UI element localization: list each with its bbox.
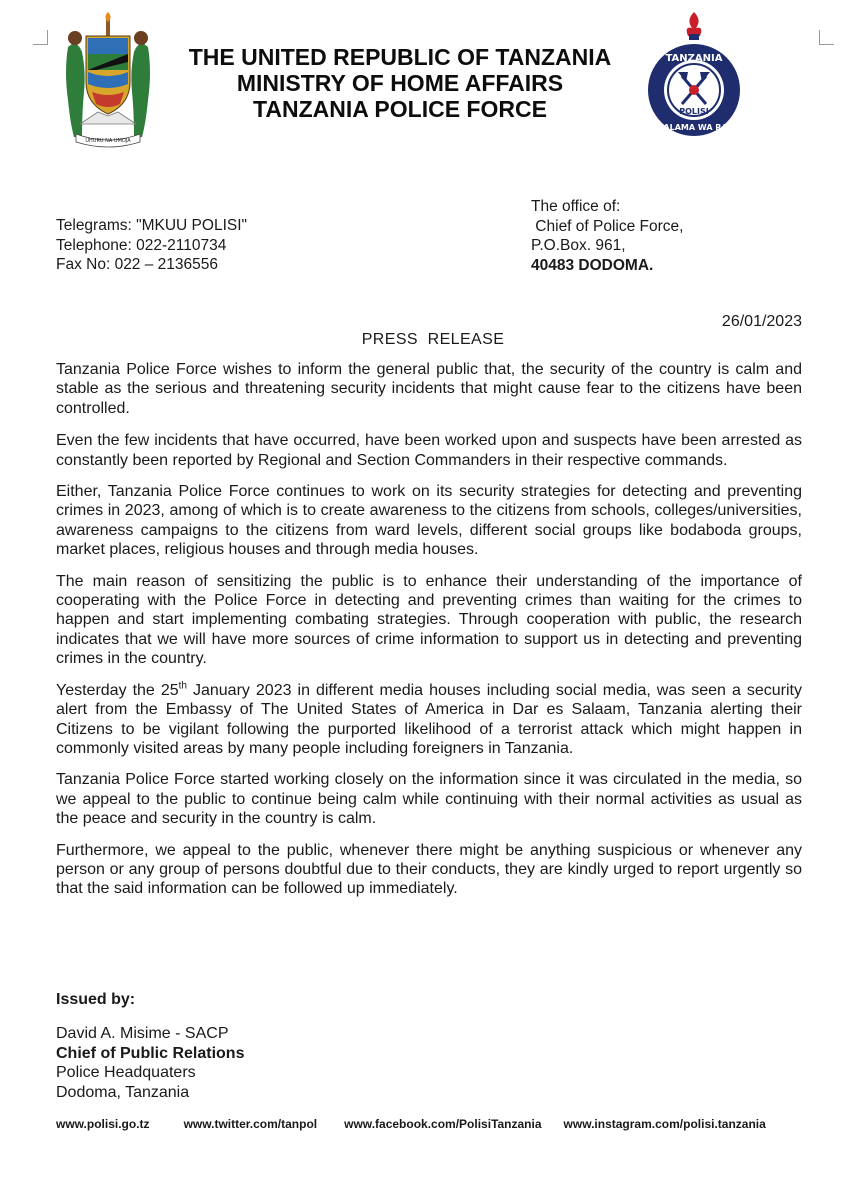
signatory-name: David A. Misime - SACP: [56, 1025, 229, 1042]
badge-mid-text: POLISI: [679, 107, 709, 116]
badge-top-text: TANZANIA: [665, 53, 723, 64]
paragraph-5-start: Yesterday the 25: [56, 681, 179, 699]
telephone-line: Telephone: 022-2110734: [56, 236, 227, 254]
paragraph-1: Tanzania Police Force wishes to inform the general public that, the security of the country is calm and stable as the serious and threatening security incidents that might cause fear to the citizens have been controlled.: [56, 361, 802, 417]
facebook-link[interactable]: www.facebook.com/PolisiTanzania: [344, 1117, 542, 1131]
coat-motto-text: UHURU NA UMOJA: [85, 138, 131, 144]
website-link[interactable]: www.polisi.go.tz: [56, 1117, 150, 1131]
paragraph-4: The main reason of sensitizing the public is to enhance their understanding of the importance of cooperating with the Police Force in detecting and preventing crimes than waiting for the crimes to happen and start implementing combating strategies. Through cooperation with public, the research indicates that we will have more sources of crime information to support us in detecting and preventing crimes in the country.: [56, 572, 802, 668]
paragraph-3: Either, Tanzania Police Force continues to work on its security strategies for detecting and preventing crimes in 2023, among of which is to create awareness to the citizens from schools, colleges/universities, awareness campaigns to the citizens from ward levels, different social groups like bodaboda groups, market places, religious houses and through media houses.: [56, 483, 802, 559]
ministry-title: MINISTRY OF HOME AFFAIRS: [236, 70, 564, 96]
police-badge-emblem: [642, 10, 746, 140]
office-line-4: 40483 DODOMA.: [531, 256, 654, 274]
signatory-title: Chief of Public Relations: [56, 1044, 245, 1062]
paragraph-5: [56, 681, 802, 759]
paragraph-6: Tanzania Police Force started working closely on the information since it was circulated in the media, so we appeal to the public to continue being calm while continuing with their normal activities as usual as the peace and security in the country is calm.: [56, 771, 802, 828]
badge-bottom-text: USALAMA WA RAIA: [651, 123, 737, 132]
release-date: 26/01/2023: [721, 313, 802, 330]
contact-details: [56, 216, 247, 275]
twitter-link[interactable]: www.twitter.com/tanpol: [183, 1117, 318, 1131]
telegrams-line: Telegrams: "MKUU POLISI": [56, 217, 248, 234]
office-line-3: P.O.Box. 961,: [531, 237, 626, 254]
paragraph-5-ordinal: th: [178, 680, 187, 692]
office-line-1: The office of:: [531, 198, 621, 215]
signatory-location: Dodoma, Tanzania: [56, 1083, 190, 1101]
office-line-2: Chief of Police Force,: [531, 217, 684, 235]
letterhead-title: [175, 44, 625, 122]
republic-title: THE UNITED REPUBLIC OF TANZANIA: [188, 44, 612, 70]
footer-links: [56, 1117, 806, 1131]
press-release-heading-text: PRESS RELEASE: [361, 331, 505, 348]
instagram-link[interactable]: www.instagram.com/polisi.tanzania: [563, 1117, 766, 1131]
police-force-title: TANZANIA POLICE FORCE: [253, 96, 547, 122]
coat-of-arms-emblem: [58, 12, 158, 152]
press-release-body: [56, 360, 802, 911]
paragraph-5-rest: January 2023 in different media houses including social media, was seen a security alert from the Embassy of The United States of America in Dar es Salaam, Tanzania alerting their Citizens to be vigilant following the purported likelihood of a terrorist attack which might happen in commonly visited areas by many people including foreigners in Tanzania.: [56, 681, 802, 757]
signatory-office: Police Headquaters: [56, 1064, 196, 1082]
issued-by-label: Issued by:: [56, 991, 136, 1008]
signature-block: [56, 1024, 244, 1102]
paragraph-2: Even the few incidents that have occurred, have been worked upon and suspects have been arrested as constantly been reported by Regional and Section Commanders in their respective commands.: [56, 432, 802, 469]
crop-mark-top-left: [33, 30, 48, 45]
crop-mark-top-right: [819, 30, 834, 45]
press-release-heading: [0, 331, 866, 349]
paragraph-7: Furthermore, we appeal to the public, whenever there might be anything suspicious or whenever any person or any group of persons doubtful due to their conducts, they are kindly urged to report urgently so that the said information can be followed up immediately.: [56, 841, 802, 898]
fax-line: Fax No: 022 – 2136556: [56, 256, 219, 273]
office-address: [531, 197, 683, 275]
